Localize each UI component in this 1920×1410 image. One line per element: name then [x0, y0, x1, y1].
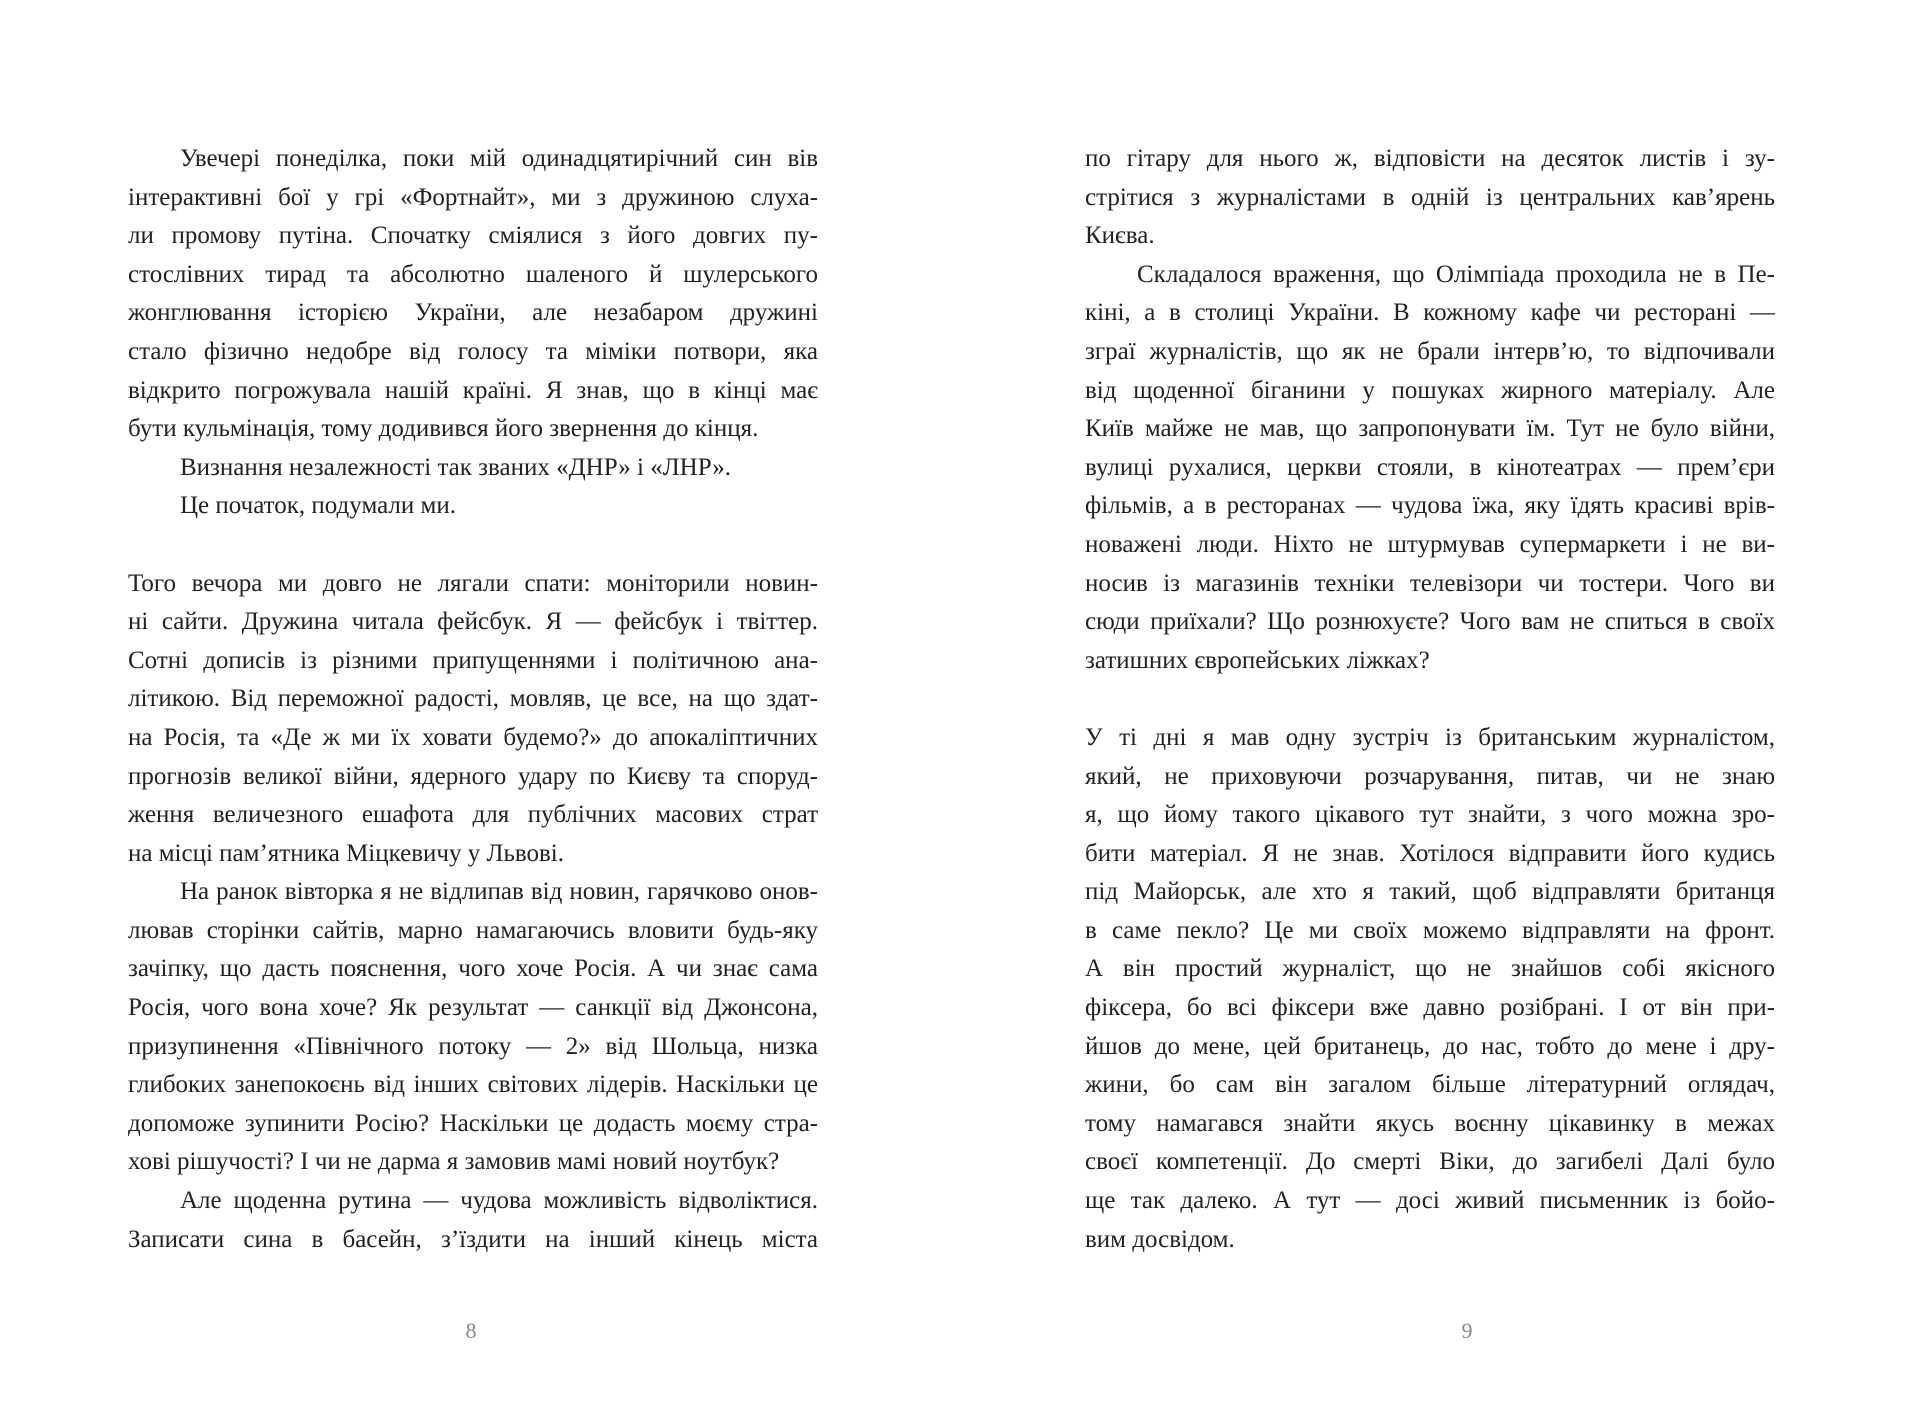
text-line: Київ майже не мав, що запропонувати їм. Тут не було війни,: [1085, 415, 1775, 443]
text-line: Того вечора ми довго не лягали спати: моніторили новин-: [128, 569, 818, 597]
text-line: інтерактивні бої у грі «Фортнайт», ми з дружиною слуха-: [128, 183, 818, 211]
text-line: призупинення «Північного потоку — 2» від Шольца, низка: [128, 1032, 818, 1060]
text-line: лював сторінки сайтів, марно намагаючись вловити будь-яку: [128, 916, 818, 944]
text-line: хові рішучості? І чи не дарма я замовив мамі новий ноутбук?: [128, 1148, 780, 1176]
text-line: жонглювання історією України, але незабаром дружині: [128, 299, 818, 327]
text-line: вулиці рухалися, церкви стояли, в кінотеатрах — прем’єри: [1085, 453, 1775, 481]
text-line: ще так далеко. А тут — досі живий письменник із бойо-: [1085, 1187, 1775, 1215]
text-line: Росія, чого вона хоче? Як результат — санкції від Джонсона,: [128, 994, 818, 1022]
text-line: Києва.: [1085, 222, 1155, 250]
left-page-text: [128, 140, 818, 1259]
text-line: ли промову путіна. Спочатку сміялися з його довгих пу-: [128, 222, 818, 250]
right-page-text: [1085, 140, 1775, 1259]
text-line: Визнання незалежності так званих «ДНР» і «ЛНР».: [180, 453, 731, 481]
text-line: зграї журналістів, що як не брали інтерв’ю, то відпочивали: [1085, 337, 1775, 365]
text-line: йшов до мене, цей британець, до нас, тобто до мене і дру-: [1085, 1032, 1775, 1060]
text-line: Але щоденна рутина — чудова можливість відволіктися.: [180, 1187, 818, 1215]
text-line: Це початок, подумали ми.: [180, 492, 456, 520]
text-line: який, не приховуючи розчарування, питав, чи не знаю: [1085, 762, 1775, 790]
text-line: я, що йому такого цікавого тут знайти, з чого можна зро-: [1085, 801, 1775, 829]
text-line: стрітися з журналістами в одній із центральних кав’ярень: [1085, 183, 1775, 211]
text-line: допоможе зупинити Росію? Наскільки це додасть моєму стра-: [128, 1109, 818, 1137]
text-line: Складалося враження, що Олімпіада проходила не в Пе-: [1137, 260, 1775, 288]
text-line: ження величезного ешафота для публічних масових страт: [128, 801, 818, 829]
text-line: вим досвідом.: [1085, 1225, 1235, 1253]
right-page: [960, 0, 1920, 1410]
text-line: носив із магазинів техніки телевізори чи тостери. Чого ви: [1085, 569, 1775, 597]
text-line: фіксера, бо всі фіксери вже давно розібрані. І от він при-: [1085, 994, 1775, 1022]
text-line: глибоких занепокоєнь від інших світових лідерів. Наскільки це: [128, 1071, 818, 1099]
text-line: жини, бо сам він загалом більше літературний оглядач,: [1085, 1071, 1775, 1099]
text-line: бити матеріал. Я не знав. Хотілося відправити його кудись: [1085, 839, 1775, 867]
right-page-number: 9: [1461, 1318, 1473, 1343]
text-line: своєї компетенції. До смерті Віки, до загибелі Далі було: [1085, 1148, 1775, 1176]
text-line: фільмів, а в ресторанах — чудова їжа, яку їдять красиві врів-: [1085, 492, 1775, 520]
paragraph-gap: [1085, 680, 1775, 719]
left-page-number: 8: [465, 1318, 477, 1343]
text-line: літикою. Від переможної радості, мовляв, це все, на що здат-: [128, 685, 818, 713]
text-line: сюди приїхали? Що рознюхуєте? Чого вам не спиться в своїх: [1085, 608, 1775, 636]
text-line: від щоденної біганини у пошуках жирного матеріалу. Але: [1085, 376, 1775, 404]
text-line: на Росія, та «Де ж ми їх ховати будемо?» до апокаліптичних: [128, 723, 818, 751]
text-line: в саме пекло? Це ми своїх можемо відправляти на фронт.: [1085, 916, 1775, 944]
text-line: А він простий журналіст, що не знайшов собі якісного: [1085, 955, 1775, 983]
text-line: новажені люди. Ніхто не штурмував супермаркети і не ви-: [1085, 530, 1775, 558]
text-line: кіні, а в столиці України. В кожному кафе чи ресторані —: [1085, 299, 1775, 327]
text-line: У ті дні я мав одну зустріч із британським журналістом,: [1085, 723, 1775, 751]
text-line: прогнозів великої війни, ядерного удару по Києву та споруд-: [128, 762, 818, 790]
paragraph-gap: [128, 526, 818, 565]
text-line: стало фізично недобре від голосу та міміки потвори, яка: [128, 337, 818, 365]
text-line: Записати сина в басейн, з’їздити на інший кінець міста: [128, 1225, 818, 1253]
text-line: відкрито погрожувала нашій країні. Я знав, що в кінці має: [128, 376, 818, 404]
text-line: тому намагався знайти якусь воєнну цікавинку в межах: [1085, 1109, 1775, 1137]
text-line: стослівних тирад та абсолютно шаленого й шулерського: [128, 260, 818, 288]
text-line: На ранок вівторка я не відлипав від новин, гарячково онов-: [180, 878, 818, 906]
text-line: зачіпку, що дасть пояснення, чого хоче Росія. А чи знає сама: [128, 955, 818, 983]
text-line: Увечері понеділка, поки мій одинадцятирічний син вів: [180, 145, 818, 172]
text-line: бути кульмінація, тому додивився його звернення до кінця.: [128, 415, 759, 443]
text-line: ні сайти. Дружина читала фейсбук. Я — фейсбук і твіттер.: [128, 608, 818, 636]
text-line: під Майорськ, але хто я такий, щоб відправляти британця: [1085, 878, 1775, 906]
text-line: по гітару для нього ж, відповісти на десяток листів і зу-: [1085, 145, 1775, 172]
text-line: на місці пам’ятника Міцкевичу у Львові.: [128, 839, 564, 867]
text-line: Сотні дописів із різними припущеннями і політичною ана-: [128, 646, 818, 674]
text-line: затишних європейських ліжках?: [1085, 646, 1430, 674]
